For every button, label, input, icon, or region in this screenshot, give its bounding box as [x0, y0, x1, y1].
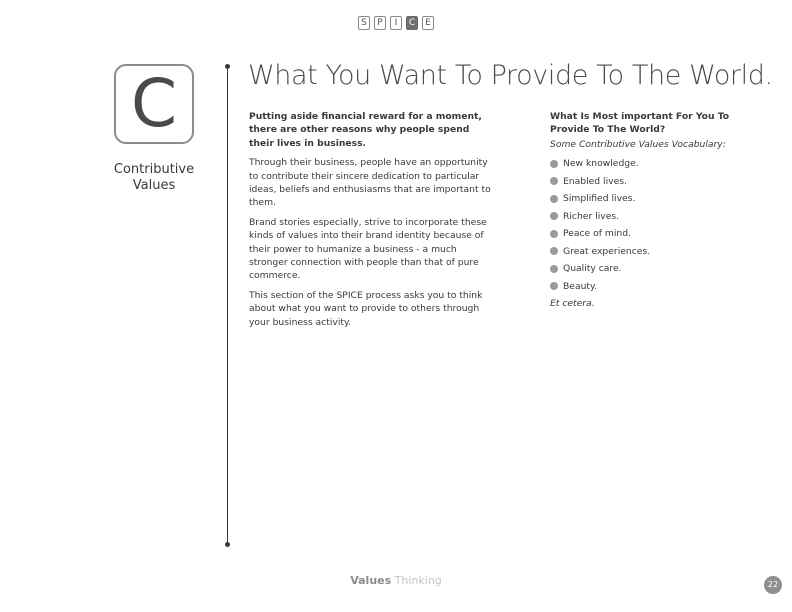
section-label: [100, 162, 208, 194]
list-item: Beauty.: [550, 278, 730, 296]
side-column: [550, 110, 730, 320]
body-paragraph-3: This section of the SPICE process asks you to think about what you want to provide to others through your business activity.: [249, 289, 483, 328]
bullet-icon: [550, 212, 558, 220]
nav-letter-c[interactable]: C: [406, 16, 418, 30]
list-item: Great experiences.: [550, 243, 730, 261]
et-cetera: Et cetera.: [550, 298, 595, 310]
nav-letter-i[interactable]: I: [390, 16, 402, 30]
vocabulary-list: [550, 155, 730, 295]
bullet-icon: [550, 195, 558, 203]
divider-line: [227, 66, 228, 544]
section-letter-tile: C: [114, 64, 194, 144]
divider-top-dot: [225, 64, 230, 69]
bullet-icon: [550, 282, 558, 290]
page-number-badge: 22: [764, 576, 782, 594]
side-subheading: Some Contributive Values Vocabulary:: [550, 138, 726, 150]
body-paragraph-1: Through their business, people have an opportunity to contribute their sincere dedication to particular ideas, beliefs and enthusiasms that are important to them.: [249, 157, 491, 209]
body-paragraph-2: Brand stories especially, strive to incorporate these kinds of values into their brand identity because of their power to humanize a business - a much stronger connection with people than that of pure commerce.: [249, 216, 487, 282]
section-label-line1: Contributive: [113, 162, 195, 177]
footer-brand: [0, 574, 792, 587]
spice-nav: [0, 16, 792, 30]
bullet-icon: [550, 160, 558, 168]
list-item: Enabled lives.: [550, 173, 730, 191]
side-heading: What Is Most important For You To Provide To The World?: [550, 111, 730, 136]
footer-brand-part2: Thinking: [394, 574, 442, 587]
list-item: New knowledge.: [550, 155, 730, 173]
list-item: Simplified lives.: [550, 190, 730, 208]
bullet-icon: [550, 265, 558, 273]
bullet-icon: [550, 177, 558, 185]
bullet-icon: [550, 230, 558, 238]
nav-letter-e[interactable]: E: [422, 16, 434, 30]
list-item: Peace of mind.: [550, 225, 730, 243]
list-item: Quality care.: [550, 260, 730, 278]
list-item: Richer lives.: [550, 208, 730, 226]
main-column: [249, 110, 493, 335]
section-label-line2: Values: [132, 178, 176, 193]
nav-letter-p[interactable]: P: [374, 16, 386, 30]
bullet-icon: [550, 247, 558, 255]
lead-paragraph: Putting aside financial reward for a moment, there are other reasons why people spend their lives in business.: [249, 111, 482, 149]
page-title: What You Want To Provide To The World.: [248, 60, 773, 91]
divider-bottom-dot: [225, 542, 230, 547]
nav-letter-s[interactable]: S: [358, 16, 370, 30]
footer-brand-part1: Values: [350, 574, 392, 587]
